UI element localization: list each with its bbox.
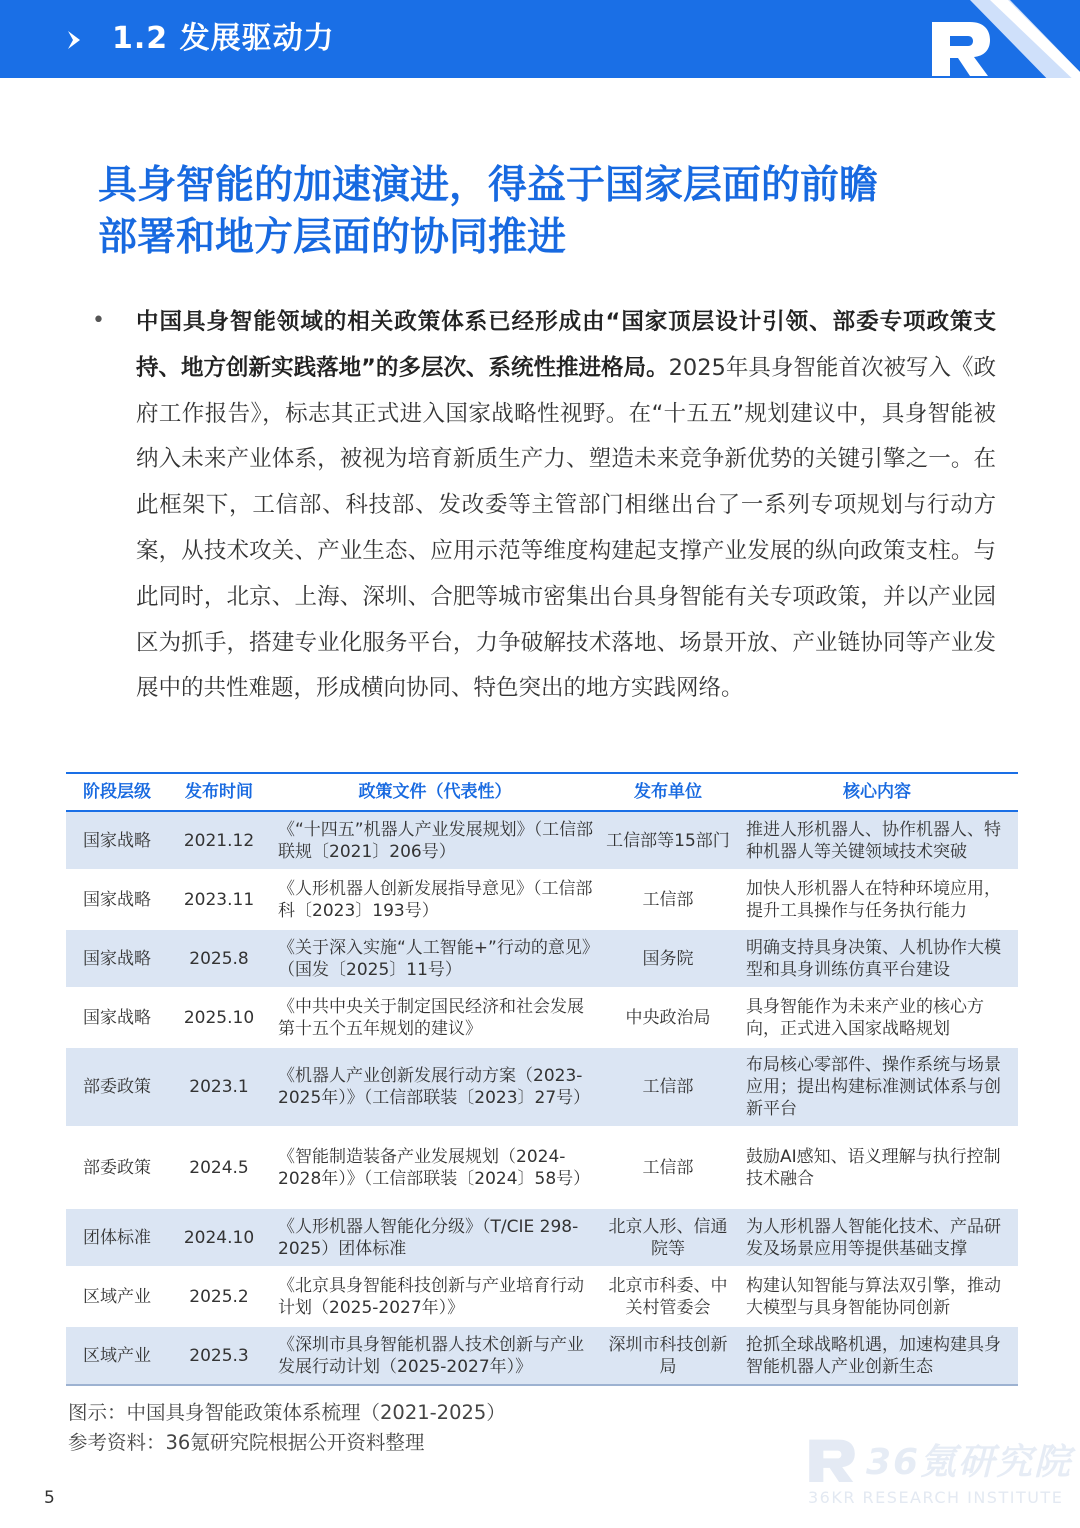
table-row (66, 811, 1018, 870)
cell-date: 2025.10 (168, 988, 270, 1047)
cell-level: 国家战略 (66, 870, 168, 929)
cell-unit: 深圳市科技创新局 (600, 1326, 736, 1385)
cell-document: 《机器人产业创新发展行动方案（2023-2025年）》（工信部联装〔2023〕27号） (270, 1047, 600, 1127)
body-paragraph (136, 300, 996, 712)
table-row (66, 988, 1018, 1047)
source-note: 参考资料：36氪研究院根据公开资料整理 (68, 1431, 425, 1454)
cell-core: 加快人形机器人在特种环境应用，提升工具操作与任务执行能力 (736, 870, 1018, 929)
cell-core: 布局核心零部件、操作系统与场景应用；提出构建标准测试体系与创新平台 (736, 1047, 1018, 1127)
cell-level: 团体标准 (66, 1208, 168, 1267)
cell-document: 《人形机器人智能化分级》（T/CIE 298-2025）团体标准 (270, 1208, 600, 1267)
cell-date: 2024.5 (168, 1127, 270, 1208)
cell-level: 国家战略 (66, 811, 168, 870)
policy-table (66, 772, 1018, 1386)
section-header-bar (0, 0, 1080, 78)
section-title: 1.2 发展驱动力 (112, 21, 335, 56)
cell-core: 具身智能作为未来产业的核心方向，正式进入国家战略规划 (736, 988, 1018, 1047)
table-row (66, 1047, 1018, 1127)
cell-document: 《“十四五”机器人产业发展规划》（工信部联规〔2021〕206号） (270, 811, 600, 870)
36kr-r-watermark-icon (806, 1438, 858, 1482)
cell-unit: 工信部 (600, 870, 736, 929)
page-headline (98, 160, 998, 264)
table-row (66, 1326, 1018, 1385)
cell-date: 2024.10 (168, 1208, 270, 1267)
headline-line-1: 具身智能的加速演进，得益于国家层面的前瞻 (98, 163, 879, 208)
bullet-marker: • (92, 308, 105, 333)
cell-unit: 工信部等15部门 (600, 811, 736, 870)
headline-line-2: 部署和地方层面的协同推进 (98, 215, 567, 260)
table-row (66, 1208, 1018, 1267)
header-level: 阶段层级 (83, 782, 151, 802)
cell-core: 抢抓全球战略机遇，加速构建具身智能机器人产业创新生态 (736, 1326, 1018, 1385)
watermark-name-en: 36KR RESEARCH INSTITUTE (808, 1488, 1064, 1507)
cell-unit: 中央政治局 (600, 988, 736, 1047)
cell-level: 部委政策 (66, 1127, 168, 1208)
cell-date: 2025.2 (168, 1267, 270, 1326)
cell-date: 2023.1 (168, 1047, 270, 1127)
cell-document: 《智能制造装备产业发展规划（2024-2028年）》（工信部联装〔2024〕58号） (270, 1127, 600, 1208)
cell-date: 2023.11 (168, 870, 270, 929)
body-bold-text: 中国具身智能领域的相关政策体系已经形成由“国家顶层设计引领、部委专项政策支持、地方创新实践落地”的多层次、系统性推进格局。 (136, 309, 996, 381)
table-row (66, 1127, 1018, 1208)
cell-document: 《深圳市具身智能机器人技术创新与产业发展行动计划（2025-2027年）》 (270, 1326, 600, 1385)
cell-core: 明确支持具身决策、人机协作大模型和具身训练仿真平台建设 (736, 929, 1018, 988)
cell-date: 2021.12 (168, 811, 270, 870)
cell-unit: 国务院 (600, 929, 736, 988)
cell-unit: 工信部 (600, 1047, 736, 1127)
cell-date: 2025.3 (168, 1326, 270, 1385)
cell-date: 2025.8 (168, 929, 270, 988)
cell-document: 《北京具身智能科技创新与产业培育行动计划（2025-2027年）》 (270, 1267, 600, 1326)
cell-core: 构建认知智能与算法双引擎，推动大模型与具身智能协同创新 (736, 1267, 1018, 1326)
cell-document: 《人形机器人创新发展指导意见》（工信部科〔2023〕193号） (270, 870, 600, 929)
header-core: 核心内容 (843, 782, 911, 802)
cell-core: 鼓励AI感知、语义理解与执行控制技术融合 (736, 1127, 1018, 1208)
chevron-right-icon (64, 28, 88, 52)
cell-level: 国家战略 (66, 988, 168, 1047)
cell-unit: 工信部 (600, 1127, 736, 1208)
figure-caption: 图示：中国具身智能政策体系梳理（2021-2025） (68, 1401, 506, 1424)
header-unit: 发布单位 (634, 782, 702, 802)
cell-unit: 北京市科委、中关村管委会 (600, 1267, 736, 1326)
36kr-r-logo-icon (930, 20, 992, 76)
table-row (66, 1267, 1018, 1326)
body-normal-text: 2025年具身智能首次被写入《政府工作报告》，标志其正式进入国家战略性视野。在“十五五”规划建议中，具身智能被纳入未来产业体系，被视为培育新质生产力、塑造未来竞争新优势的关键引擎之一。在此框架下，工信部、科技部、发改委等主管部门相继出台了一系列专项规划与行动方案，从技术攻关、产业生态、应用示范等维度构建起支撑产业发展的纵向政策支柱。与此同时，北京、上海、深圳、合肥等城市密集出台具身智能有关专项政策，并以产业园区为抓手，搭建专业化服务平台，力争破解技术落地、场景开放、产业链协同等产业发展中的共性难题，形成横向协同、特色突出的地方实践网络。 (136, 354, 997, 702)
page-number: 5 (44, 1488, 55, 1508)
cell-core: 为人形机器人智能化技术、产品研发及场景应用等提供基础支撑 (736, 1208, 1018, 1267)
table-row (66, 870, 1018, 929)
cell-document: 《关于深入实施“人工智能+”行动的意见》（国发〔2025〕11号） (270, 929, 600, 988)
cell-document: 《中共中央关于制定国民经济和社会发展第十五个五年规划的建议》 (270, 988, 600, 1047)
cell-core: 推进人形机器人、协作机器人、特种机器人等关键领域技术突破 (736, 811, 1018, 870)
watermark-name: 36氪研究院 (866, 1442, 1073, 1483)
table-header-row (66, 773, 1018, 811)
cell-unit: 北京人形、信通院等 (600, 1208, 736, 1267)
header-date: 发布时间 (185, 782, 253, 802)
cell-level: 区域产业 (66, 1326, 168, 1385)
cell-level: 国家战略 (66, 929, 168, 988)
table-row (66, 929, 1018, 988)
cell-level: 区域产业 (66, 1267, 168, 1326)
header-document: 政策文件（代表性） (358, 782, 512, 802)
cell-level: 部委政策 (66, 1047, 168, 1127)
